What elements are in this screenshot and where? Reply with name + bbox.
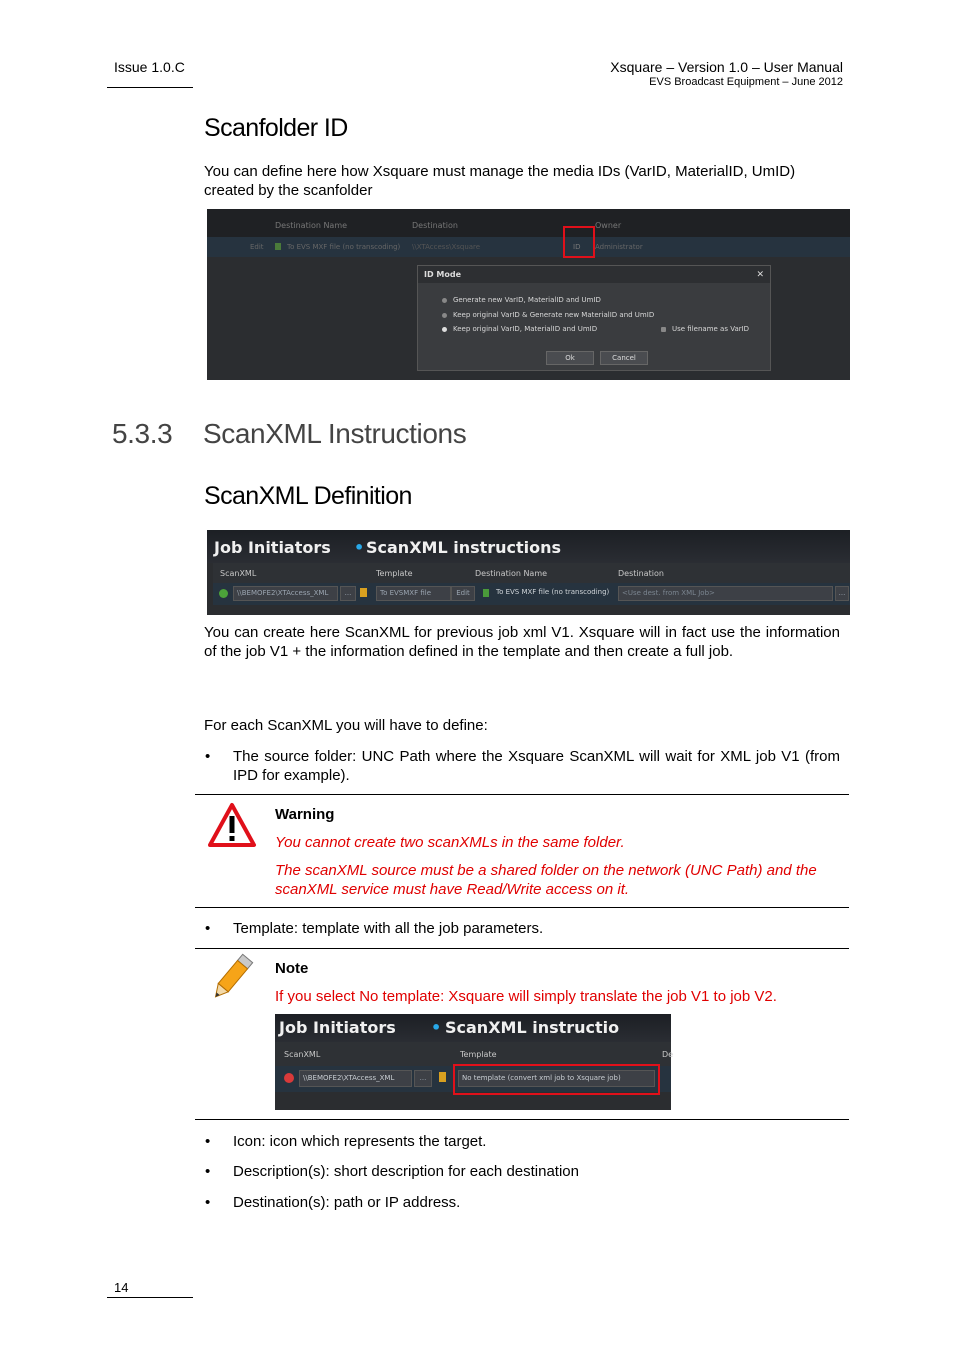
bullet-icon: • [205,748,211,765]
col-scanxml: ScanXML [284,1050,321,1059]
dest-browse-button[interactable]: ... [835,586,849,601]
option-label: Generate new VarID, MaterialID and UmID [453,296,601,304]
page-number: 14 [114,1280,129,1295]
definition-heading: ScanXML Definition [204,482,412,510]
option-label: Keep original VarID, MaterialID and UmID [453,325,598,333]
option-generate-new[interactable] [442,296,601,304]
scanxml-screenshot [207,530,850,615]
id-mode-screenshot [207,209,850,380]
note-label: Note [275,960,309,977]
bullet-text: Template: template with all the job parameters. [233,920,544,937]
checkbox-label: Use filename as VarID [672,325,750,333]
path-field[interactable]: \\BEMOFE2\XTAccess_XML [299,1070,412,1087]
dialog-titlebar [418,266,770,283]
definition-para1: You can create here ScanXML for previous job xml V1. Xsquare will in fact use the information of the job V1 + the information defined in the template and then create a full job. [204,624,840,660]
ok-button[interactable]: Ok [546,351,594,365]
radio-icon [442,313,447,318]
column-header-row [275,1042,674,1066]
bullet-text: The source folder: UNC Path where the Xsquare ScanXML will wait for XML job V1 (from IPD for example). [233,748,840,784]
dest-name-value: To EVS MXF file (no transcoding) [496,588,610,596]
banner-left: Job Initiators [214,538,331,557]
document-subtitle: EVS Broadcast Equipment – June 2012 [649,76,843,88]
issue-label: Issue 1.0.C [114,59,185,75]
close-icon[interactable]: ✕ [756,270,764,280]
cancel-button[interactable]: Cancel [600,351,648,365]
banner-left: Job Initiators [279,1018,396,1037]
row-id-button[interactable]: ID [573,243,581,251]
lock-icon [360,588,367,597]
bullet-icon-item [205,1132,840,1151]
warning-line1: You cannot create two scanXMLs in the same folder. [275,834,625,851]
file-icon [483,589,489,597]
row-dest-name: To EVS MXF file (no transcoding) [287,243,401,251]
browse-button[interactable]: ... [414,1070,432,1087]
section-title: ScanXML Instructions [203,418,467,449]
file-icon [275,243,281,250]
destination-field[interactable]: <Use dest. from XML Job> [618,586,833,601]
checkbox-icon [661,327,666,332]
scanfolder-intro: You can define here how Xsquare must manage the media IDs (VarID, MaterialID, UmID) created by the scanfolder [204,163,796,199]
status-icon [284,1073,294,1083]
grid-row [207,237,850,257]
browse-button[interactable]: ... [340,586,356,601]
warning-bottom-rule [195,907,849,908]
bullet-destination-item [205,1193,840,1212]
radio-selected-icon [442,327,447,332]
banner-right: ScanXML instructions [366,538,562,557]
bullet-description-item [205,1162,840,1181]
bullet-icon: • [205,1194,211,1211]
col-template: Template [460,1050,497,1059]
template-select[interactable]: No template (convert xml job to Xsquare job) [458,1070,655,1087]
footer-rule [107,1297,193,1298]
col-destination: Destination [412,221,458,230]
document-header [610,59,843,88]
note-top-rule [195,948,849,949]
col-destination: Destination [618,569,664,578]
radio-icon [442,298,447,303]
row-destination: \\XTAccess\Xsquare [412,243,481,251]
warning-icon [207,802,257,848]
use-filename-checkbox[interactable] [661,325,749,333]
status-icon [219,589,228,598]
banner-dot: • [431,1018,442,1037]
warning-line2: The scanXML source must be a shared folder on the network (UNC Path) and the scanXML service must have Read/Write access on it. [275,862,817,898]
column-header-row [213,563,850,583]
col-destination-name: Destination Name [275,221,348,230]
col-owner: Owner [595,221,622,230]
scanfolder-heading: Scanfolder ID [204,114,348,142]
bullet-template [205,919,840,938]
note-text: If you select No template: Xsquare will simply translate the job V1 to job V2. [275,988,777,1005]
warning-label: Warning [275,806,335,823]
row-edit: Edit [250,243,264,251]
bullet-text: Icon: icon which represents the target. [233,1133,487,1150]
path-field[interactable]: \\BEMOFE2\XTAccess_XML [233,586,338,601]
highlight-box [563,226,595,258]
pencil-icon [208,955,256,1001]
template-select[interactable]: To EVSMXF file [376,586,451,601]
option-label: Keep original VarID & Generate new MaterialID and UmID [453,311,655,319]
row-owner: Administrator [595,243,643,251]
col-destination-name: Destination Name [475,569,548,578]
no-template-screenshot [275,1014,674,1110]
scanxml-row [213,583,850,605]
bullet-icon: • [205,1133,211,1150]
document-title: Xsquare – Version 1.0 – User Manual [610,59,843,75]
dialog-title: ID Mode [424,270,462,279]
option-keep-varid[interactable] [442,311,654,319]
edit-button[interactable]: Edit [451,586,475,601]
bullet-text: Destination(s): path or IP address. [233,1194,461,1211]
col-template: Template [376,569,413,578]
definition-para2: For each ScanXML you will have to define: [204,717,488,734]
option-keep-all[interactable] [442,325,597,333]
note-bottom-rule [195,1119,849,1120]
id-mode-dialog [417,265,771,371]
warning-top-rule [195,794,849,795]
bullet-icon: • [205,920,211,937]
bullet-source-folder [205,747,840,785]
header-rule [107,87,193,88]
col-scanxml: ScanXML [220,569,257,578]
banner [275,1014,671,1042]
banner [207,530,850,563]
col-d: De [662,1050,674,1059]
bullet-text: Description(s): short description for each destination [233,1163,579,1180]
bullet-icon: • [205,1163,211,1180]
grid-header [207,209,850,237]
banner-right: ScanXML instructio [445,1018,620,1037]
section-heading [112,418,466,450]
banner-dot: • [354,538,365,557]
section-number: 5.3.3 [112,418,173,449]
highlight-box [453,1064,660,1095]
lock-icon [439,1072,446,1082]
